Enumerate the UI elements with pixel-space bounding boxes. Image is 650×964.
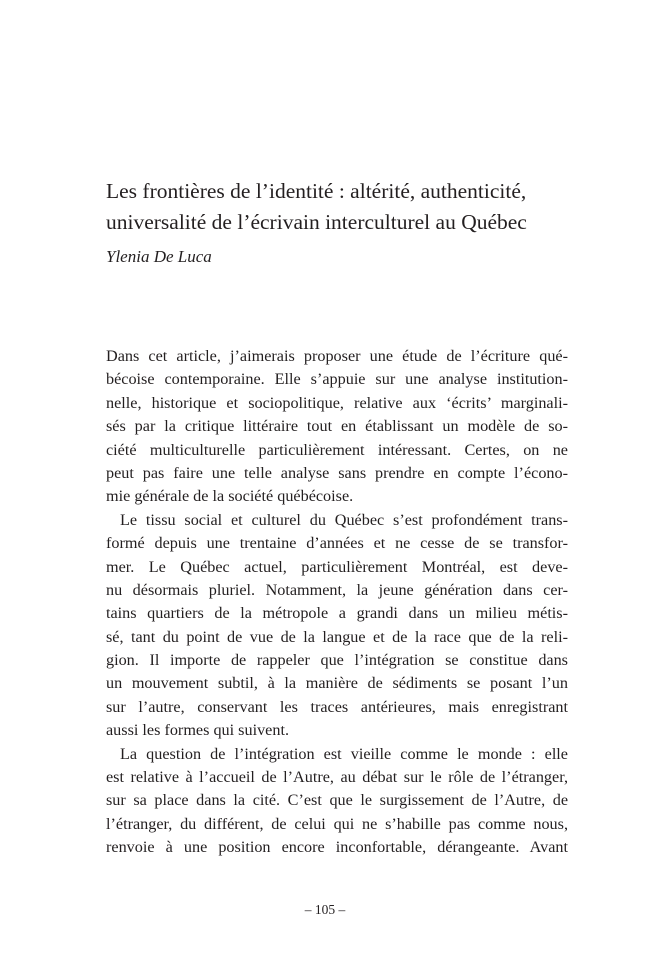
text-line: nu désormais pluriel. Notamment, la jeune génération dans cer- bbox=[106, 580, 568, 599]
text-line: gion. Il importe de rappeler que l’intégration se constitue dans bbox=[106, 651, 568, 670]
text-line: Le tissu social et culturel du Québec s’est profondément trans- bbox=[120, 510, 568, 529]
text-line: l’étranger, du différent, de celui qui ne s’habille pas comme nous, bbox=[106, 814, 568, 833]
text-line: renvoie à une position encore inconfortable, dérangeante. Avant bbox=[106, 838, 568, 857]
text-line: ciété multiculturelle particulièrement intéressant. Certes, on ne bbox=[106, 440, 568, 459]
text-line: un mouvement subtil, à la manière de sédiments se posant l’un bbox=[106, 674, 568, 693]
text-line: bécoise contemporaine. Elle s’appuie sur une analyse institution- bbox=[106, 370, 568, 389]
article-author: Ylenia De Luca bbox=[106, 247, 212, 266]
text-line: sur l’autre, conservant les traces antérieures, mais enregistrant bbox=[106, 697, 568, 716]
text-line: mer. Le Québec actuel, particulièrement Montréal, est deve- bbox=[106, 557, 568, 576]
article-title-line-1: Les frontières de l’identité : altérité, authenticité, bbox=[106, 179, 527, 203]
paragraph-3 bbox=[106, 743, 568, 860]
text-line: La question de l’intégration est vieille comme le monde : elle bbox=[120, 744, 568, 763]
text-line: aussi les formes qui suivent. bbox=[106, 721, 289, 740]
article-body bbox=[106, 345, 568, 860]
text-line: sé, tant du point de vue de la langue et de la race que de la reli- bbox=[106, 627, 568, 646]
paragraph-2 bbox=[106, 509, 568, 743]
text-line: sés par la critique littéraire tout en établissant un modèle de so- bbox=[106, 417, 568, 436]
page-number: – 105 – bbox=[304, 902, 346, 917]
text-line: tains quartiers de la métropole a grandi dans un milieu métis- bbox=[106, 604, 568, 623]
text-line: sur sa place dans la cité. C’est que le surgissement de l’Autre, de bbox=[106, 791, 568, 810]
text-line: peut pas faire une telle analyse sans prendre en compte l’écono- bbox=[106, 463, 568, 482]
article-title-line-2: universalité de l’écrivain interculturel au Québec bbox=[106, 210, 527, 234]
article-header bbox=[106, 176, 576, 269]
text-line: mie générale de la société québécoise. bbox=[106, 487, 354, 506]
text-line: est relative à l’accueil de l’Autre, au débat sur le rôle de l’étranger, bbox=[106, 768, 568, 787]
text-line: formé depuis une trentaine d’années et ne cesse de se transfor- bbox=[106, 534, 568, 553]
text-line: Dans cet article, j’aimerais proposer une étude de l’écriture qué- bbox=[106, 347, 568, 365]
paragraph-1 bbox=[106, 345, 568, 509]
text-line: nelle, historique et sociopolitique, relative aux ‘écrits’ marginali- bbox=[106, 393, 568, 412]
